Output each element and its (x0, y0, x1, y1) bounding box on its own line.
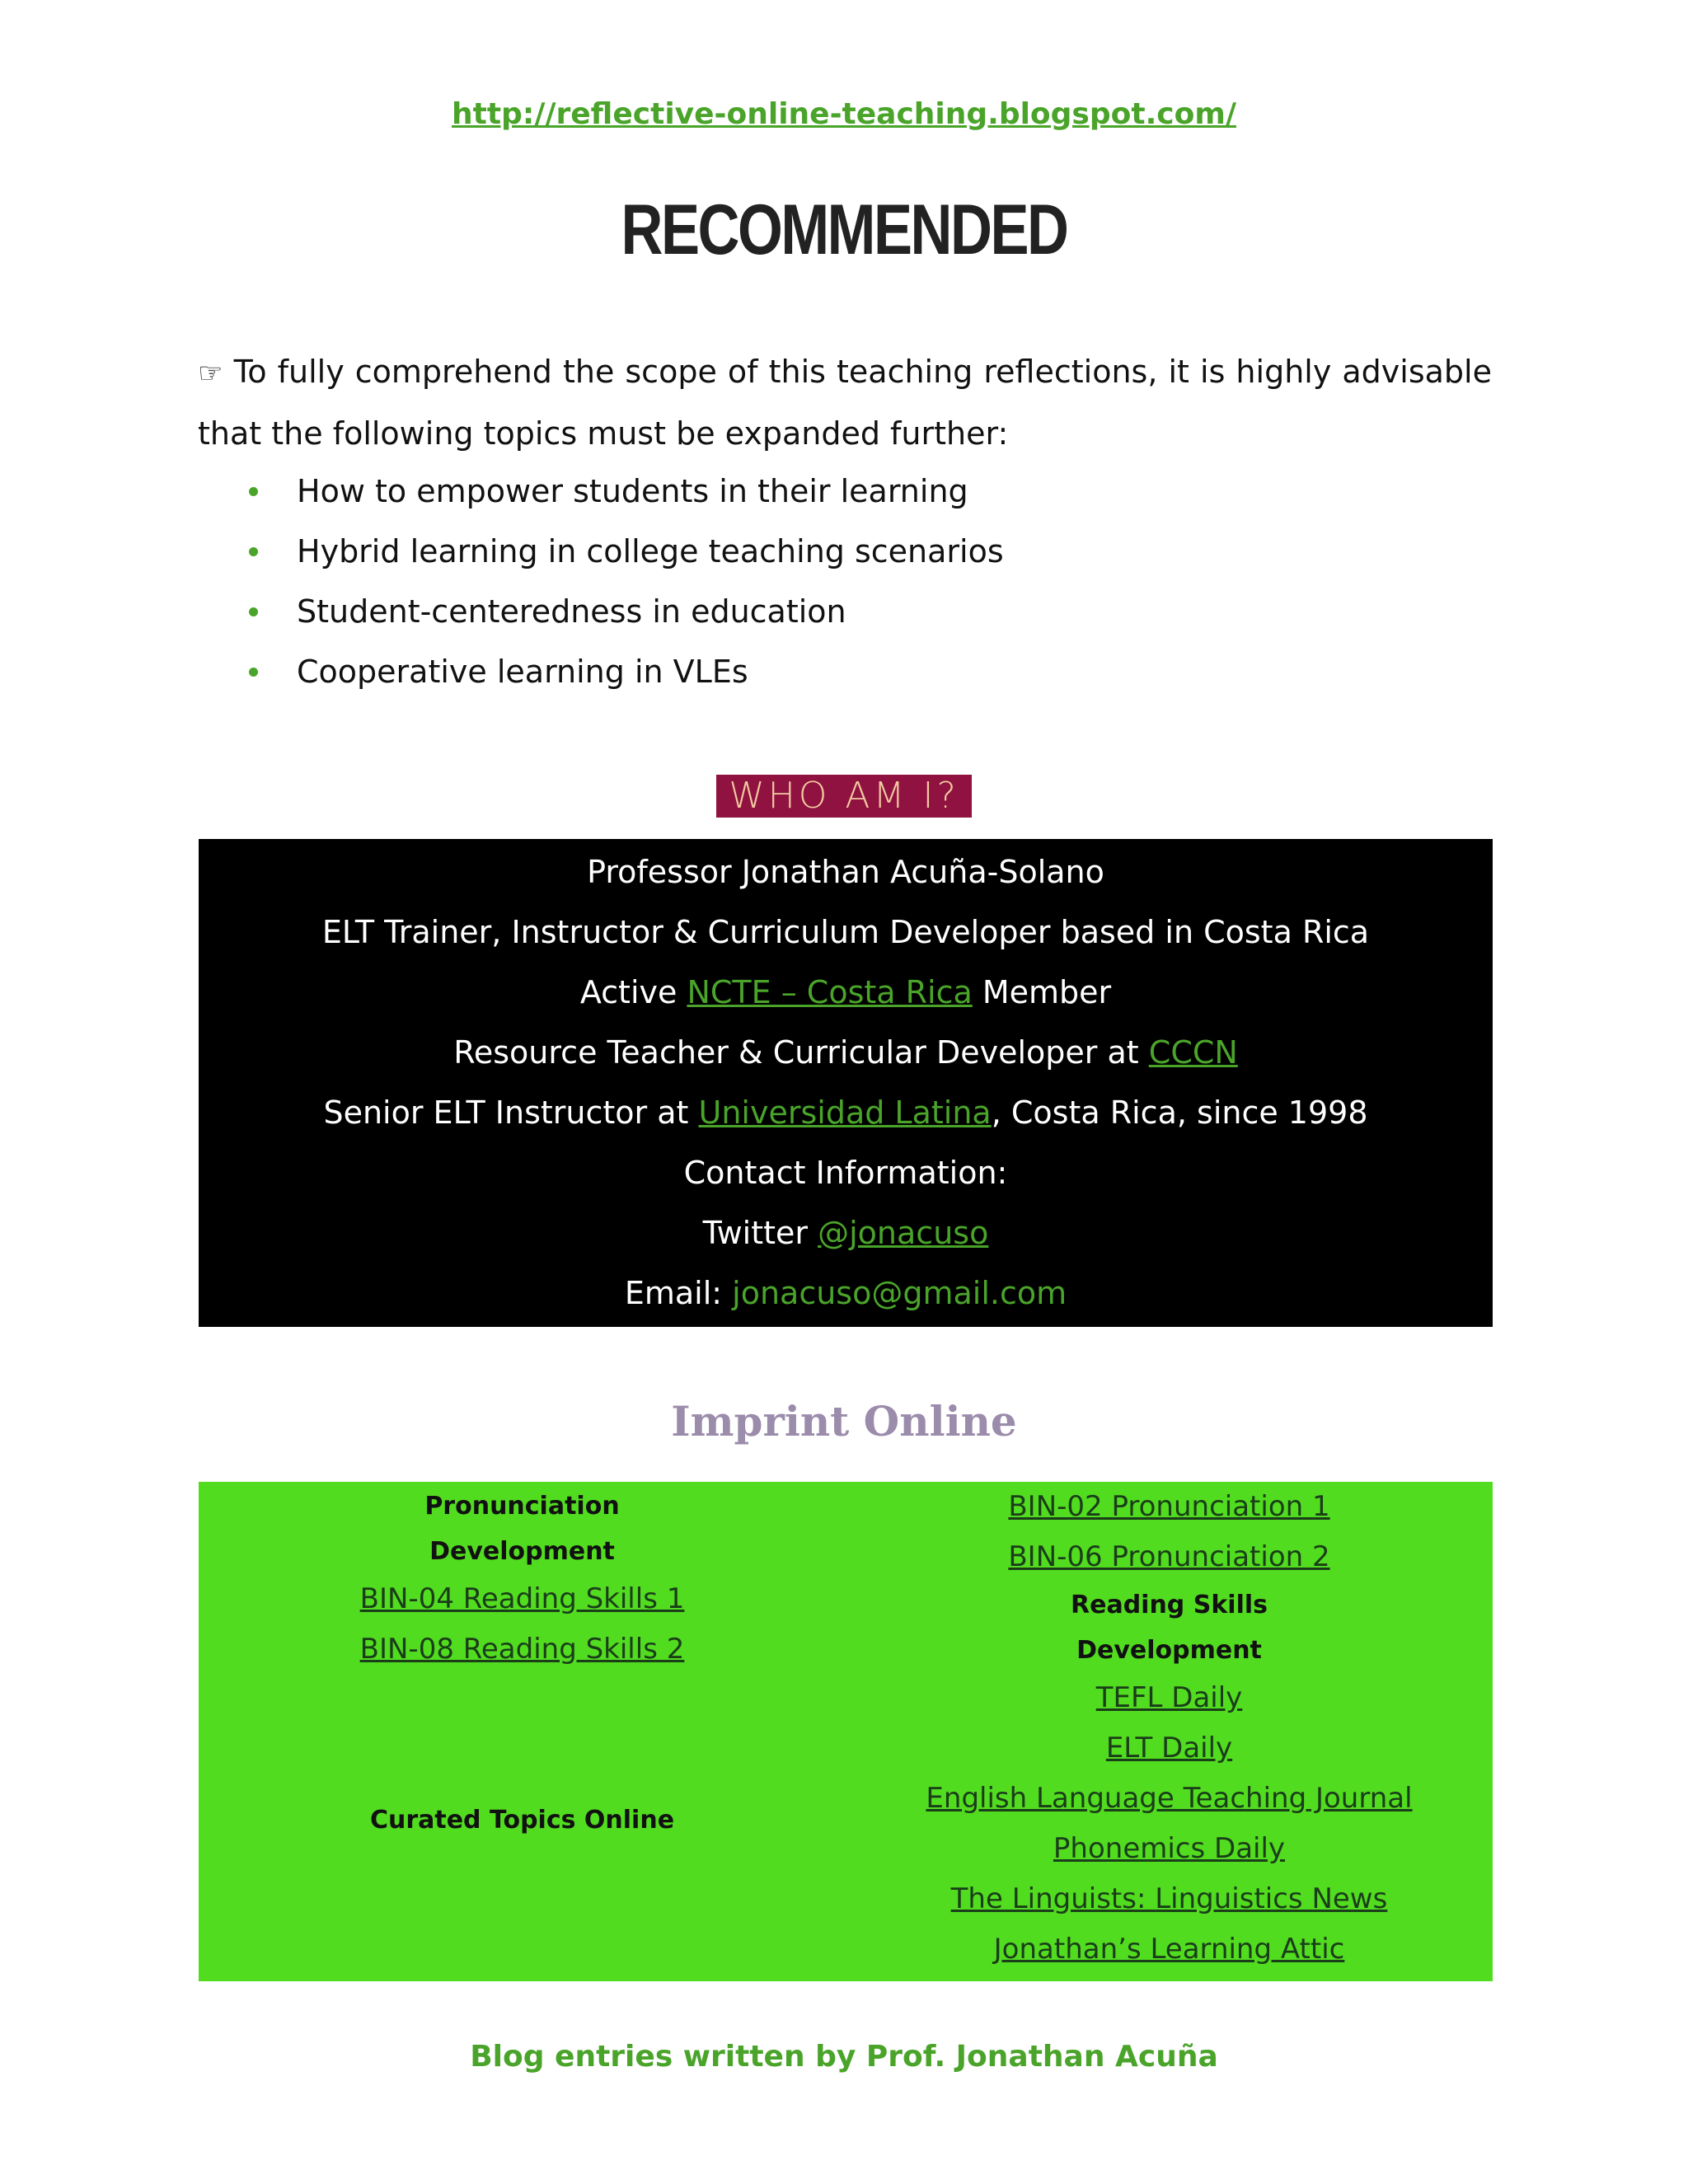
list-item: How to empower students in their learning (198, 462, 1492, 522)
universidad-latina-link[interactable]: Universidad Latina (698, 1094, 992, 1131)
ncte-link[interactable]: NCTE – Costa Rica (687, 974, 973, 1010)
bio-box (199, 839, 1493, 1327)
reading-heading-1: Reading Skills (1071, 1591, 1268, 1619)
bullet-icon (249, 668, 258, 677)
pointing-hand-icon: ☞ (198, 357, 223, 390)
intro-text: To fully comprehend the scope of this teaching reflections, it is highly advisable that the following topics must be expanded further: (198, 354, 1492, 452)
curated-topics-heading: Curated Topics Online (369, 1806, 675, 1835)
topic-list (198, 462, 1492, 702)
bullet-icon (249, 547, 258, 556)
pronunciation-heading-2: Development (429, 1537, 615, 1566)
bin08-link[interactable]: BIN-08 Reading Skills 2 (359, 1633, 685, 1666)
bio-email: Email: jonacuso@gmail.com (624, 1275, 1067, 1311)
imprint-table (199, 1482, 1493, 1981)
bin04-link[interactable]: BIN-04 Reading Skills 1 (359, 1582, 685, 1615)
recommended-heading: RECOMMENDED (621, 190, 1067, 269)
bio-ncte: Active NCTE – Costa Rica Member (579, 974, 1112, 1010)
bio-twitter: Twitter @jonacuso (702, 1215, 989, 1251)
cccn-link[interactable]: CCCN (1148, 1034, 1238, 1071)
imprint-online-heading: Imprint Online (671, 1397, 1017, 1446)
eltj-link[interactable]: English Language Teaching Journal (926, 1782, 1413, 1815)
phonemics-daily-link[interactable]: Phonemics Daily (1053, 1832, 1286, 1865)
bio-name: Professor Jonathan Acuña-Solano (587, 854, 1104, 890)
list-item: Student-centeredness in education (198, 582, 1492, 642)
bio-universidad: Senior ELT Instructor at Universidad Latina, Costa Rica, since 1998 (323, 1094, 1368, 1131)
bin02-link[interactable]: BIN-02 Pronunciation 1 (1008, 1490, 1330, 1523)
twitter-link[interactable]: @jonacuso (818, 1215, 989, 1251)
bio-role: ELT Trainer, Instructor & Curriculum Developer based in Costa Rica (321, 914, 1370, 950)
bin06-link[interactable]: BIN-06 Pronunciation 2 (1008, 1540, 1330, 1573)
bio-cccn: Resource Teacher & Curricular Developer at CCCN (453, 1034, 1238, 1071)
email-link[interactable]: jonacuso@gmail.com (732, 1275, 1067, 1311)
tefl-daily-link[interactable]: TEFL Daily (1095, 1681, 1243, 1714)
bullet-icon (249, 487, 258, 496)
footer-credit: Blog entries written by Prof. Jonathan Acuña (470, 2040, 1218, 2074)
reading-heading-2: Development (1076, 1636, 1262, 1665)
elt-daily-link[interactable]: ELT Daily (1105, 1732, 1233, 1765)
pronunciation-heading-1: Pronunciation (424, 1492, 620, 1521)
intro-paragraph (198, 342, 1492, 464)
blog-url-link[interactable]: http://reflective-online-teaching.blogspot.com/ (452, 97, 1236, 131)
list-item: Cooperative learning in VLEs (198, 642, 1492, 702)
who-am-i-banner: WHO AM I? (716, 775, 972, 818)
list-item: Hybrid learning in college teaching scenarios (198, 522, 1492, 582)
bullet-icon (249, 607, 258, 616)
bio-contact-label: Contact Information: (683, 1155, 1008, 1191)
learning-attic-link[interactable]: Jonathan’s Learning Attic (993, 1933, 1345, 1966)
linguists-news-link[interactable]: The Linguists: Linguistics News (950, 1882, 1388, 1915)
